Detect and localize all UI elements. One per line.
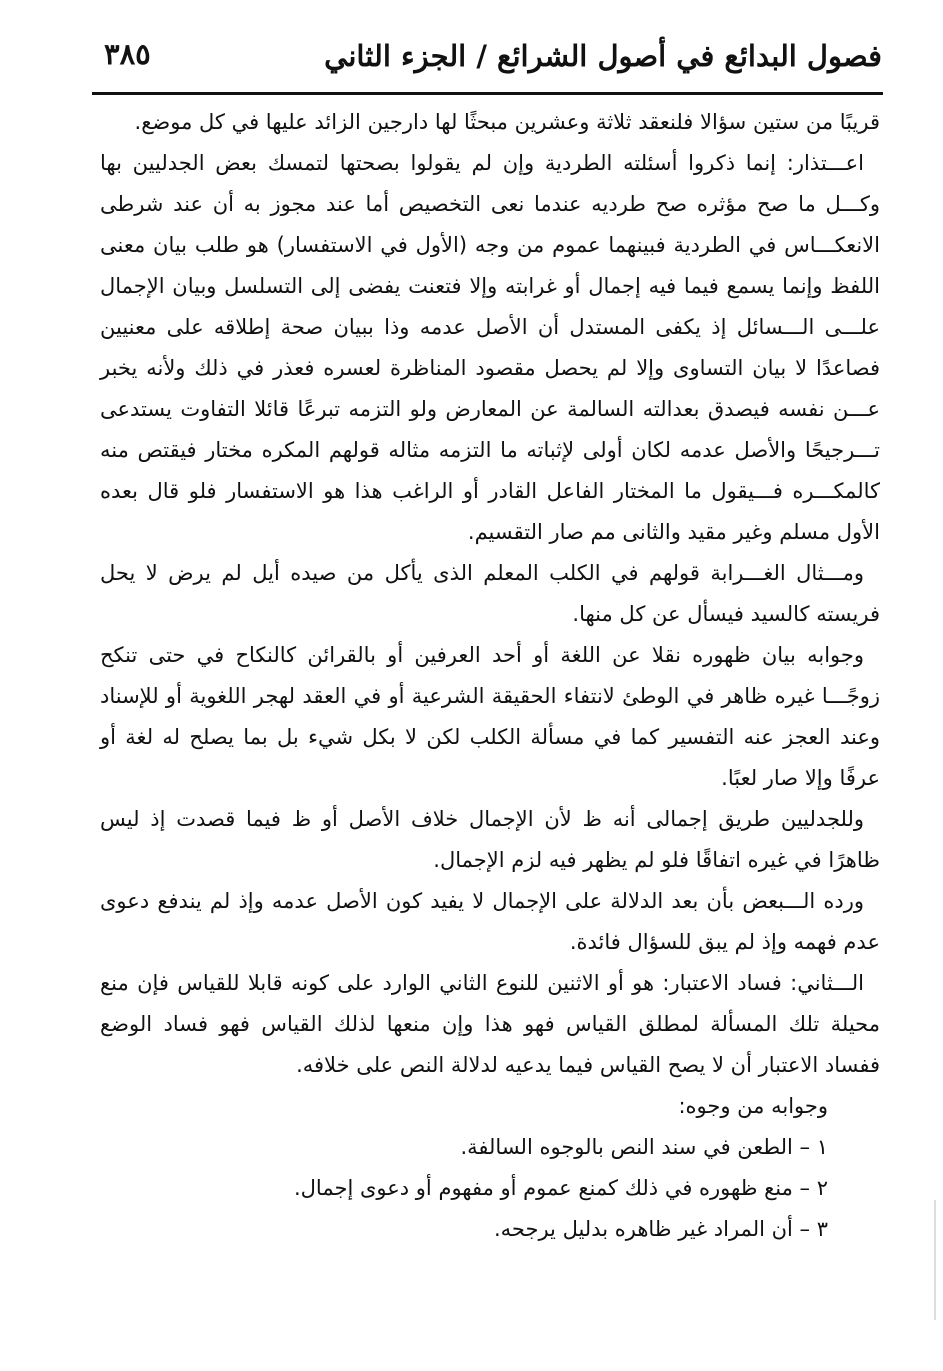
paragraph-apology: اعـــتذار: إنما ذكروا أسئلته الطردية وإن لم يقولوا بصحتها لتمسك بعض الجدليين بها وكـــل ما صح مؤثره صح طرديه عندما نعى التخصيص أما عند مجوز به أن عند شرطى الانعكـــاس في الطردية فبينهما عموم من وجه (الأول في الاستفسار) هو طلب بيان معنى اللفظ وإنما يسمع فيما فيه إجمال أو غرابته وإلا فتعنت يفضى إلى التسلسل وبيان الإجمال علـــى الـــسائل إذ يكفى المستدل أن الأصل عدمه وذا ببيان صحة إطلاقه على معنيين فصاعدًا لا بيان التساوى وإلا لم يحصل مقصود المناظرة لعسره فعذر في ذلك ولأنه يخبر عـــن نفسه فيصدق بعدالته السالمة عن المعارض ولو التزمه تبرعًا قائلا التفاوت يستدعى تـــرجيحًا والأصل عدمه لكان أولى لإثباته ما التزمه مثاله قولهم المكره مختار فيقتص منه كالمكـــره فـــيقول ما المختار الفاعل القادر أو الراغب هذا هو الاستفسار فلو قال بعده الأول مسلم وغير مقيد والثانى مم صار التقسيم. (100, 151, 880, 544)
answer-list-intro: وجوابه من وجوه: (678, 1094, 828, 1118)
paragraph-rebuttal: ورده الـــبعض بأن بعد الدلالة على الإجمال لا يفيد كون الأصل عدمه وإذ لم يندفع دعوى عدم فهمه وإذ لم يبق للسؤال فائدة. (100, 889, 880, 954)
paragraph-answer: وجوابه بيان ظهوره نقلا عن اللغة أو أحد العرفين أو بالقرائن كالنكاح في حتى تنكح زوجًـــا غيره ظاهر في الوطئ لانتفاء الحقيقة الشرعية أو في العقد لهجر اللغوية أو للإسناد وعند العجز عنه التفسير كما في مسألة الكلب لكن لا بكل شيء بل بما يصلح له لغة أو عرفًا وإلا صار لعبًا. (100, 643, 880, 790)
answer-list-item: ١ – الطعن في سند النص بالوجوه السالفة. (460, 1135, 828, 1159)
book-title: فصول البدائع في أصول الشرائع / الجزء الثاني (324, 39, 882, 73)
answer-list-item: ٣ – أن المراد غير ظاهره بدليل يرجحه. (493, 1217, 828, 1241)
paragraph-second-objection: الـــثاني: فساد الاعتبار: هو أو الاثنين للنوع الثاني الوارد على كونه قابلا للقياس فإن منع محيلة تلك المسألة لمطلق القياس فهو هذا وإن منعها لذلك القياس فهو فساد الوضع ففساد الاعتبار أن لا يصح القياس فيما يدعيه لدلالة النص على خلافه. (100, 971, 880, 1077)
page-body (100, 102, 880, 1250)
answer-list-item: ٢ – منع ظهوره في ذلك كمنع عموم أو مفهوم أو دعوى إجمال. (293, 1176, 828, 1200)
scan-edge-mark (934, 1200, 936, 1320)
paragraph-strangeness-example: ومـــثال الغـــرابة قولهم في الكلب المعلم الذى يأكل من صيده أيل لم يرض لا يحل فريسته كالسيد فيسأل عن كل منها. (100, 561, 880, 626)
paragraph-intro: قريبًا من ستين سؤالا فلنعقد ثلاثة وعشرين مبحثًا لها دارجين الزائد عليها في كل موضع. (134, 110, 880, 134)
page-number: ٣٨٥ (104, 37, 151, 71)
header-divider (92, 92, 883, 95)
running-header (92, 28, 882, 90)
paragraph-dialecticians: وللجدليين طريق إجمالى أنه ظ لأن الإجمال خلاف الأصل أو ظ فيما قصدت إذ ليس ظاهرًا في غيره اتفاقًا فلو لم يظهر فيه لزم الإجمال. (100, 807, 880, 872)
